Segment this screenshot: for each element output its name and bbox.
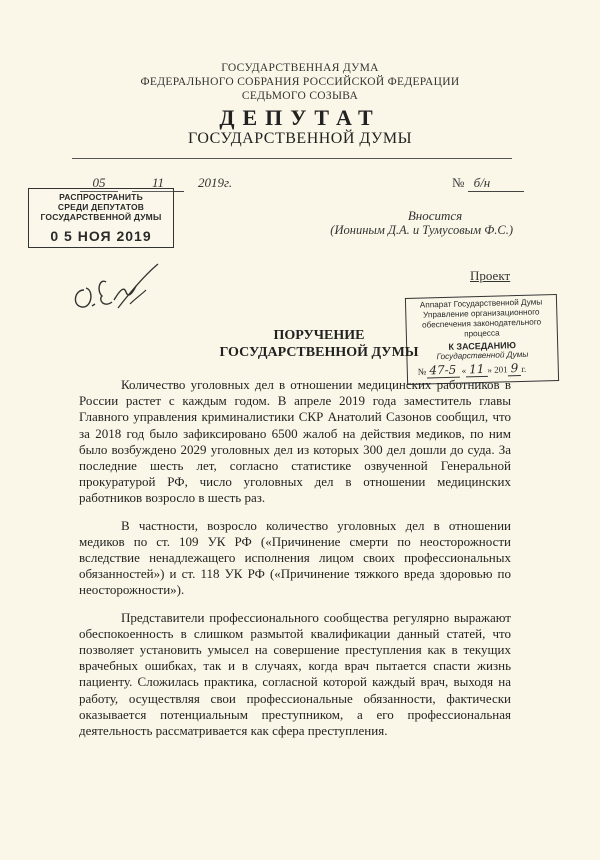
- session-year-prefix: 201: [494, 364, 508, 375]
- project-label: Проект: [470, 268, 511, 283]
- number-label: №: [452, 175, 465, 190]
- session-year-value: 9: [507, 361, 521, 376]
- body-paragraph: Количество уголовных дел в отношении медицинских работников в России растет с каждым годом. В апреле 2019 года заместитель главы Главного управления криминалистики СКР Анатолий Сазонов сообщил, что за 2018 год было зафиксировано 6500 жалоб на действия медиков, по ним было возбуждено 2029 уголовных дел из которых 300 дел дошли до суда. За последние шесть лет, согласно статистике озвученной Генеральной прокуратурой РФ, число уголовных дел в отношении медицинских работников возросло в шесть раз.: [79, 377, 511, 506]
- distribute-stamp-line2: СРЕДИ ДЕПУТАТОВ: [57, 202, 145, 212]
- document-title-line2: ГОСУДАРСТВЕННОЙ ДУМЫ: [219, 345, 419, 360]
- session-stamp-line2: Управление организационного: [423, 307, 540, 320]
- session-day-value: 11: [466, 362, 488, 378]
- distribute-stamp-date: 0 5 НОЯ 2019: [50, 228, 152, 244]
- session-number-prefix: №: [417, 366, 427, 377]
- document-title-line1: ПОРУЧЕНИЕ: [273, 328, 365, 343]
- header-line-convocation: СЕДЬМОГО СОЗЫВА: [241, 90, 359, 102]
- introduced-by: (Иониным Д.А. и Тумусовым Ф.С.): [330, 223, 513, 237]
- date-year: 2019г.: [198, 175, 233, 190]
- document-number: [452, 175, 524, 192]
- session-quote-close: »: [487, 364, 493, 375]
- session-stamp-line3: обеспечения законодательного: [421, 317, 542, 330]
- introduced-label: Вносится: [407, 208, 463, 223]
- header-line-duma: ГОСУДАРСТВЕННАЯ ДУМА: [221, 62, 379, 74]
- session-stamp-line1: Аппарат Государственной Думы: [419, 297, 543, 310]
- distribute-stamp: [28, 188, 174, 248]
- distribute-stamp-line1: РАСПРОСТРАНИТЬ: [59, 192, 143, 202]
- session-stamp-number-line: [408, 360, 558, 378]
- header-line-federal-assembly: ФЕДЕРАЛЬНОГО СОБРАНИЯ РОССИЙСКОЙ ФЕДЕРАЦИИ: [140, 76, 460, 88]
- duma-heading: ГОСУДАРСТВЕННОЙ ДУМЫ: [187, 130, 413, 147]
- distribute-stamp-line3: ГОСУДАРСТВЕННОЙ ДУМЫ: [40, 212, 162, 222]
- header-divider: [72, 158, 512, 159]
- body-paragraph: Представители профессионального сообщества регулярно выражают обеспокоенность в слишком размытой квалификации данный статей, что позволяет установить умысел на совершение преступления как в текущих врачебных ошибках, так и в случаях, когда врач пытается спасти жизнь пациенту. Сложилась практика, согласной которой каждый врач, выходя на работу, осуществляя свои профессиональные обязанности, фактически оказывается потенциальным преступником, а его профессиональная деятельность рассматривается как сфера преступления.: [79, 609, 511, 739]
- session-stamp-line5: К ЗАСЕДАНИЮ: [448, 340, 517, 352]
- session-stamp-line6: Государственной Думы: [436, 349, 529, 362]
- number-value: б/н: [468, 175, 524, 192]
- date-month: 11: [132, 175, 184, 192]
- date-day: 05: [80, 175, 118, 192]
- session-stamp-line4: процесса: [464, 328, 500, 339]
- session-quote-open: «: [461, 365, 467, 376]
- body-paragraph: В частности, возросло количество уголовных дел в отношении медиков по ст. 109 УК РФ («Причинение смерти по неосторожности вследствие ненадлежащего исполнения лицом своих профессиональных обязанностей») и ст. 118 УК РФ («Причинение тяжкого вреда здоровью по неосторожности»).: [79, 517, 511, 598]
- session-number-value: 47-5: [426, 363, 459, 379]
- handwritten-signature: [70, 260, 165, 315]
- deputy-heading: ДЕПУТАТ: [219, 105, 381, 130]
- session-year-suffix: г.: [521, 363, 527, 374]
- document-body: [79, 377, 511, 750]
